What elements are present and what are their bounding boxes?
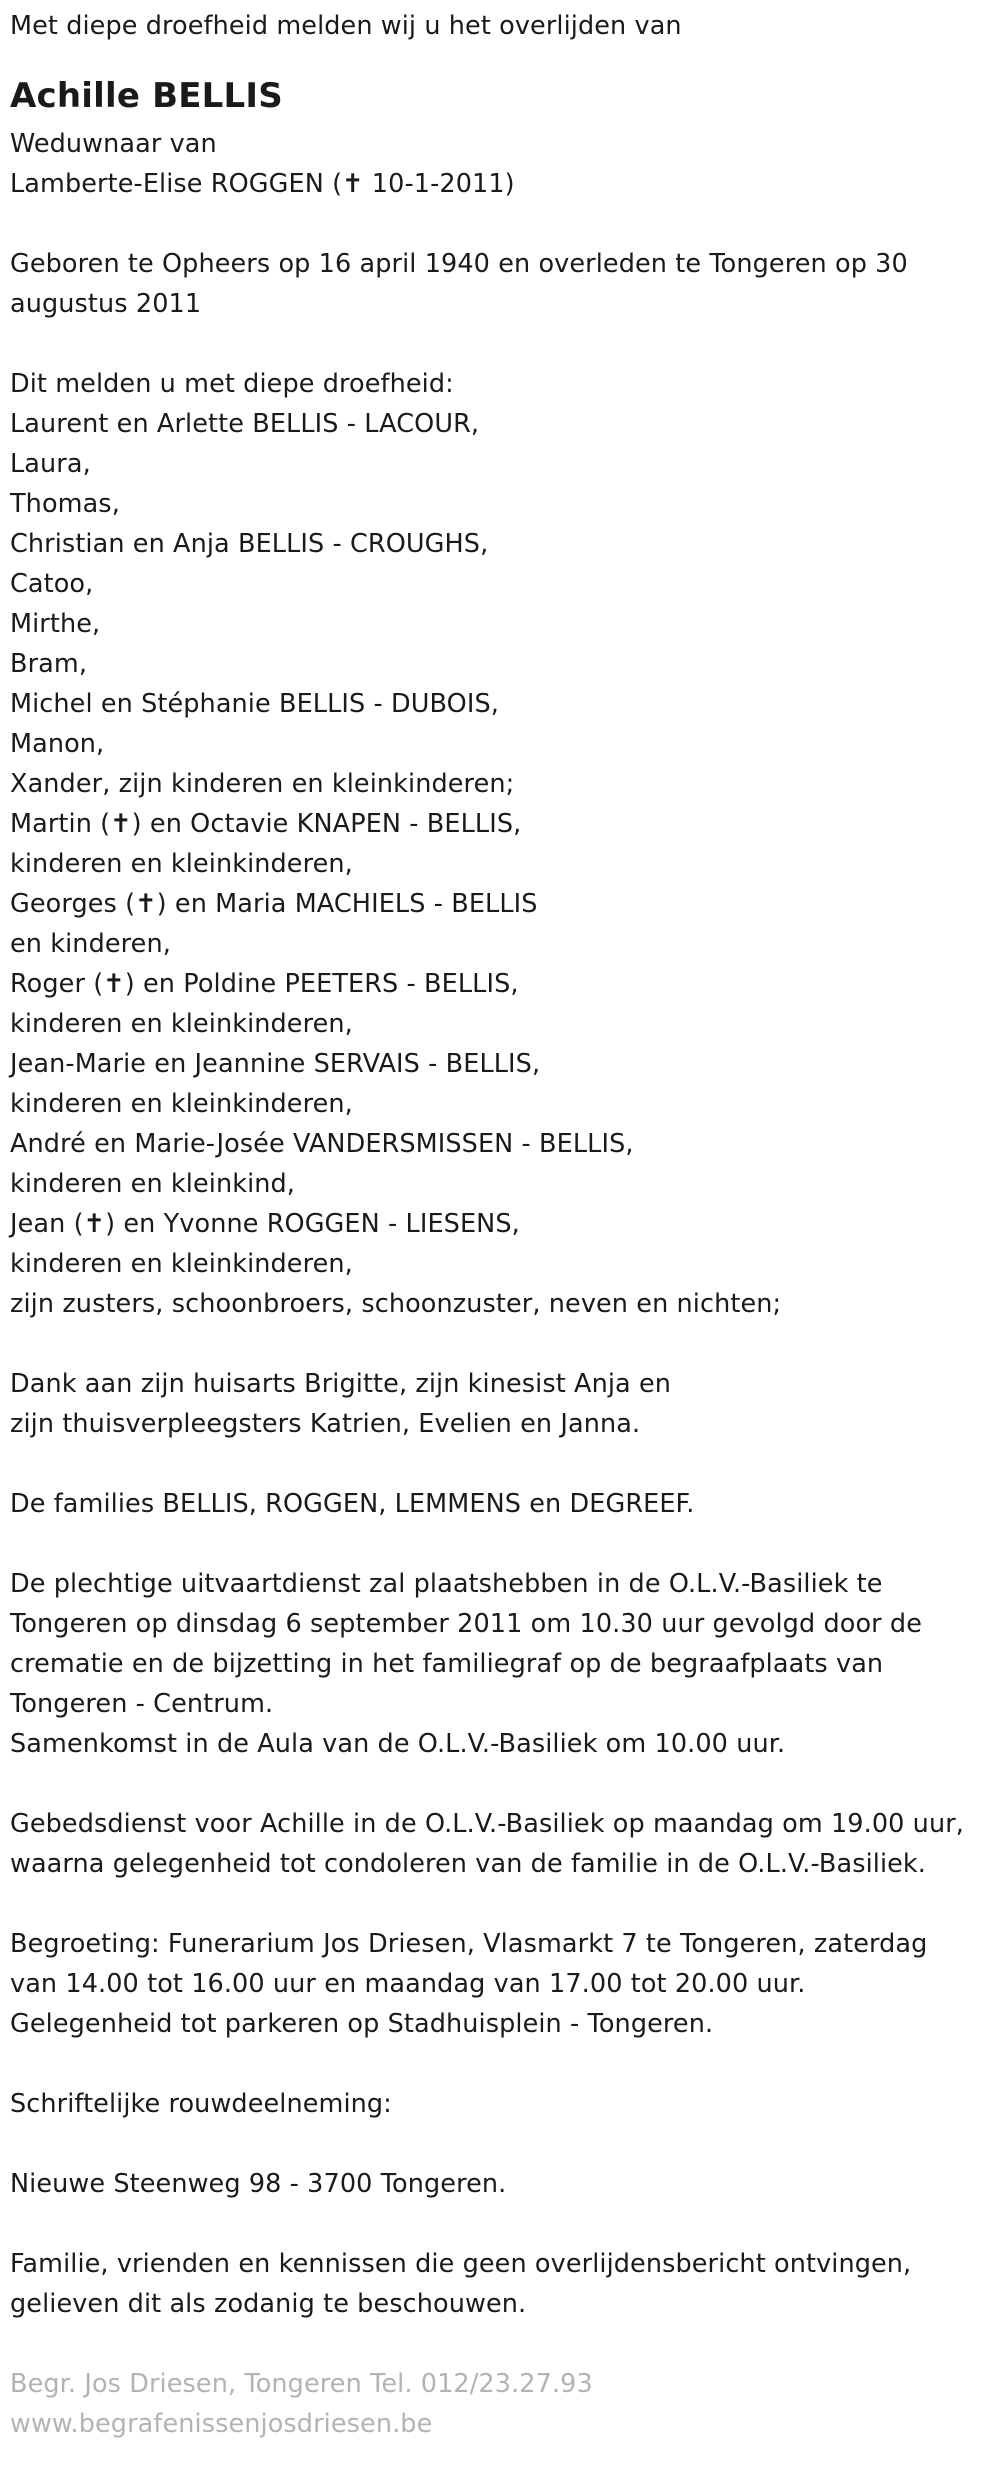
birth-death-info (10, 244, 995, 324)
mourners-intro: Dit melden u met diepe droefheid: (10, 369, 454, 399)
spouse-name: Lamberte-Elise ROGGEN (✝ 10-1-2011) (10, 169, 515, 199)
birth-line: Geboren te Opheers op 16 april 1940 en overleden te Tongeren op 30 (10, 249, 908, 279)
mourner-line: Laura, (10, 449, 91, 479)
prayer-paragraph (10, 1804, 995, 1884)
closing-paragraph (10, 2244, 995, 2324)
spacer (10, 324, 995, 364)
mourner-line: kinderen en kleinkinderen, (10, 849, 353, 879)
mourner-line: kinderen en kleinkinderen, (10, 1009, 353, 1039)
mourner-line: Mirthe, (10, 609, 101, 639)
closing-line: gelieven dit als zodanig te beschouwen. (10, 2289, 527, 2319)
prayer-line: waarna gelegenheid tot condoleren van de familie in de O.L.V.-Basiliek. (10, 1849, 926, 1879)
death-notice (10, 0, 995, 2444)
spacer (10, 204, 995, 244)
mourner-line: Michel en Stéphanie BELLIS - DUBOIS, (10, 689, 499, 719)
mourner-line: Jean-Marie en Jeannine SERVAIS - BELLIS, (10, 1049, 541, 1079)
mourner-line: Martin (✝) en Octavie KNAPEN - BELLIS, (10, 809, 522, 839)
mourner-line: zijn zusters, schoonbroers, schoonzuster, neven en nichten; (10, 1289, 782, 1319)
spacer (10, 1524, 995, 1564)
mourner-line: en kinderen, (10, 929, 171, 959)
footer (10, 2364, 995, 2444)
families-line: De families BELLIS, ROGGEN, LEMMENS en DEGREEF. (10, 1489, 695, 1519)
undertaker-contact: Begr. Jos Driesen, Tongeren Tel. 012/23.27.93 (10, 2369, 593, 2399)
mourner-line: Laurent en Arlette BELLIS - LACOUR, (10, 409, 480, 439)
mourner-line: kinderen en kleinkind, (10, 1169, 296, 1199)
closing-line: Familie, vrienden en kennissen die geen overlijdensbericht ontvingen, (10, 2249, 912, 2279)
spacer (10, 1324, 995, 1364)
mourner-line: Bram, (10, 649, 88, 679)
deceased-name: Achille BELLIS (10, 76, 283, 116)
mourner-line: André en Marie-Josée VANDERSMISSEN - BELLIS, (10, 1129, 634, 1159)
mourners-list (10, 404, 995, 1324)
mourner-line: Jean (✝) en Yvonne ROGGEN - LIESENS, (10, 1209, 520, 1239)
visitation-paragraph (10, 1924, 995, 2044)
mourner-line: Christian en Anja BELLIS - CROUGHS, (10, 529, 489, 559)
visitation-line: Begroeting: Funerarium Jos Driesen, Vlasmarkt 7 te Tongeren, zaterdag (10, 1929, 928, 1959)
condolence-address: Nieuwe Steenweg 98 - 3700 Tongeren. (10, 2169, 507, 2199)
thanks-line: zijn thuisverpleegsters Katrien, Evelien en Janna. (10, 1409, 641, 1439)
mourner-line: Georges (✝) en Maria MACHIELS - BELLIS (10, 889, 538, 919)
service-line: De plechtige uitvaartdienst zal plaatshebben in de O.L.V.-Basiliek te (10, 1569, 883, 1599)
mourner-line: Thomas, (10, 489, 120, 519)
birth-line: augustus 2011 (10, 289, 202, 319)
spacer (10, 2204, 995, 2244)
intro-text: Met diepe droefheid melden wij u het overlijden van (10, 11, 682, 41)
visitation-line: Gelegenheid tot parkeren op Stadhuisplein - Tongeren. (10, 2009, 714, 2039)
service-line: Tongeren op dinsdag 6 september 2011 om 10.30 uur gevolgd door de (10, 1609, 923, 1639)
condolence-label: Schriftelijke rouwdeelneming: (10, 2089, 392, 2119)
undertaker-website: www.begrafenissenjosdriesen.be (10, 2409, 433, 2439)
visitation-line: van 14.00 tot 16.00 uur en maandag van 17.00 tot 20.00 uur. (10, 1969, 806, 1999)
spacer (10, 1884, 995, 1924)
mourner-line: Catoo, (10, 569, 94, 599)
mourner-line: kinderen en kleinkinderen, (10, 1249, 353, 1279)
thanks-paragraph (10, 1364, 995, 1444)
prayer-line: Gebedsdienst voor Achille in de O.L.V.-Basiliek op maandag om 19.00 uur, (10, 1809, 964, 1839)
service-paragraph (10, 1564, 995, 1764)
widower-of-label: Weduwnaar van (10, 129, 217, 159)
spacer (10, 1444, 995, 1484)
service-line: Samenkomst in de Aula van de O.L.V.-Basiliek om 10.00 uur. (10, 1729, 786, 1759)
spacer (10, 1764, 995, 1804)
thanks-line: Dank aan zijn huisarts Brigitte, zijn kinesist Anja en (10, 1369, 672, 1399)
spacer (10, 2324, 995, 2364)
mourner-line: Xander, zijn kinderen en kleinkinderen; (10, 769, 515, 799)
mourner-line: Manon, (10, 729, 105, 759)
service-line: crematie en de bijzetting in het familiegraf op de begraafplaats van (10, 1649, 884, 1679)
mourner-line: Roger (✝) en Poldine PEETERS - BELLIS, (10, 969, 519, 999)
mourner-line: kinderen en kleinkinderen, (10, 1089, 353, 1119)
spacer (10, 2124, 995, 2164)
spacer (10, 2044, 995, 2084)
service-line: Tongeren - Centrum. (10, 1689, 274, 1719)
